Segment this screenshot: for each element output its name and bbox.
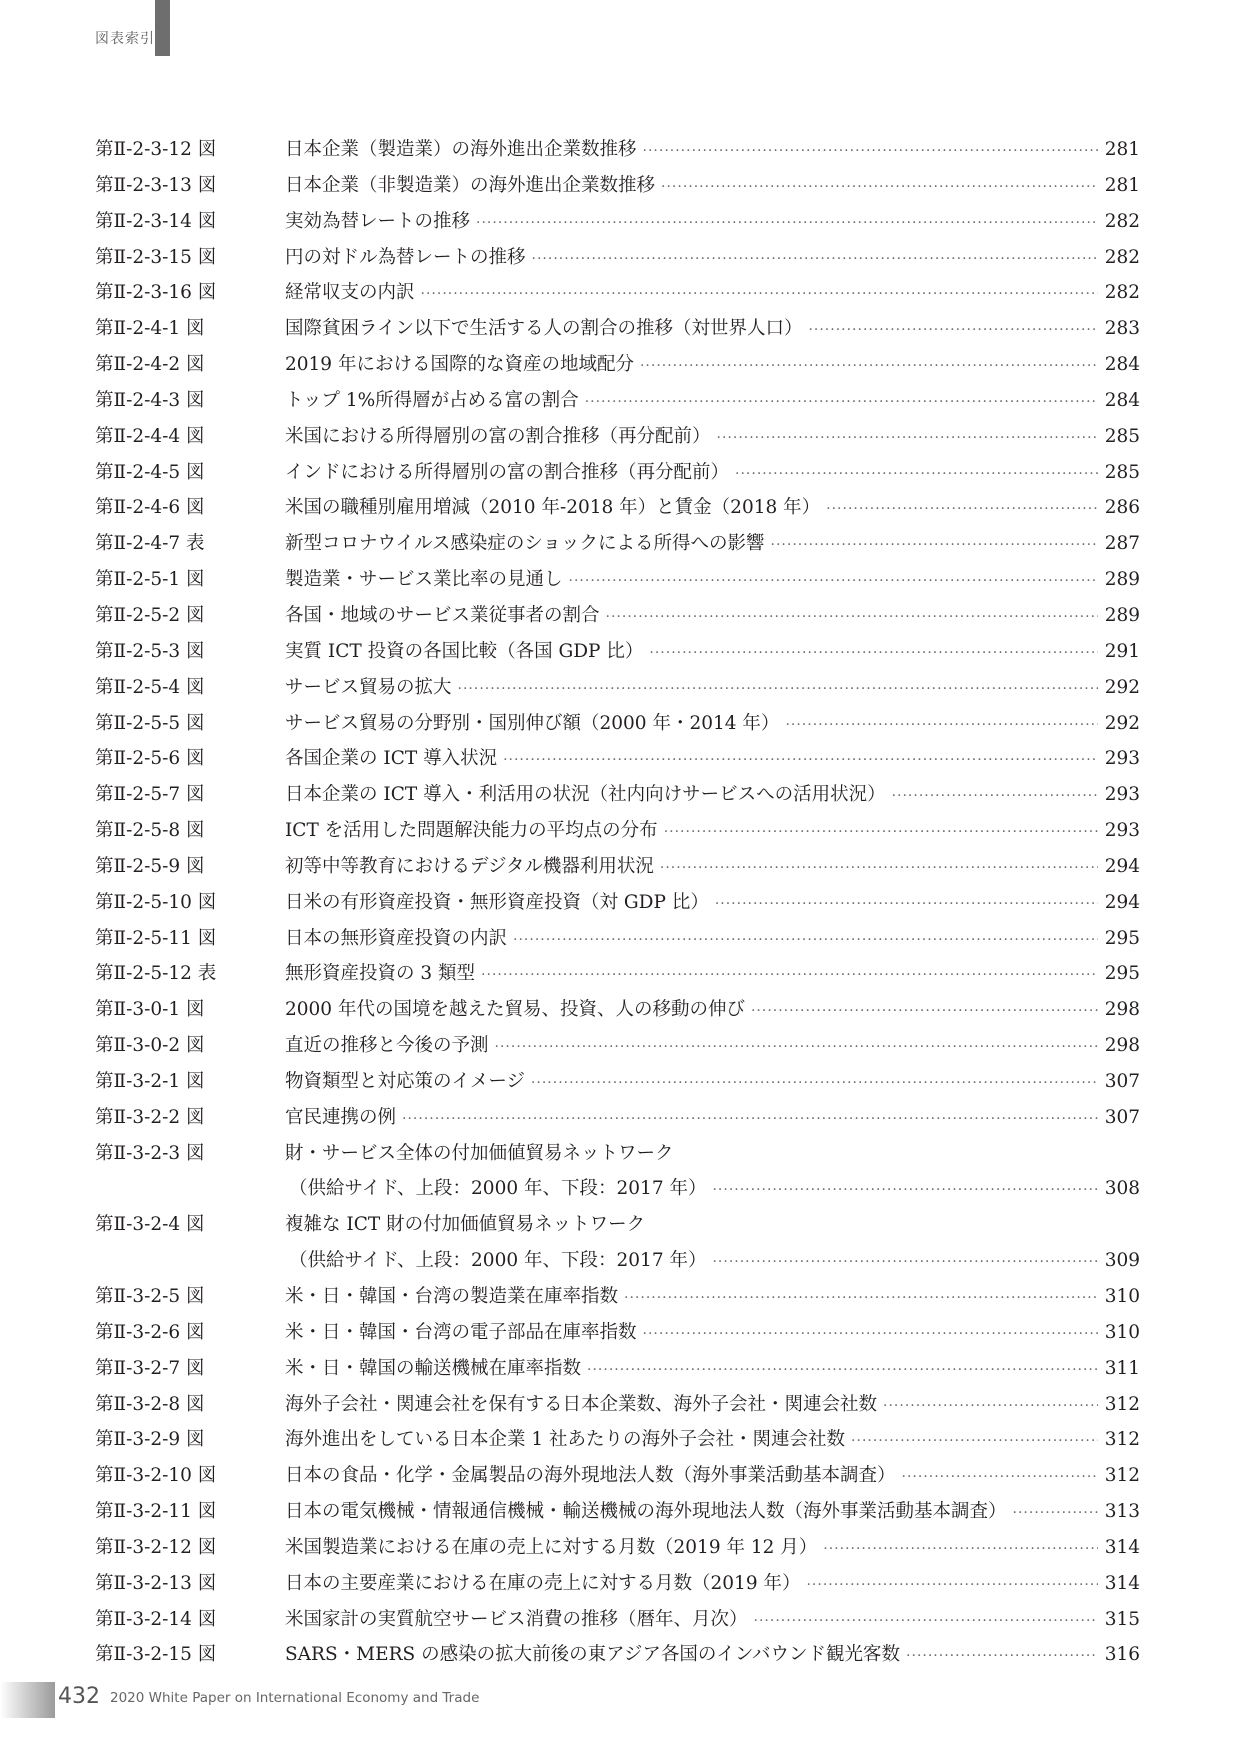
figure-title: 日米の有形資産投資・無形資産投資（対 GDP 比） [285,891,709,913]
figure-page-number: 309 [1104,1250,1140,1272]
figure-id: 第Ⅱ-3-2-8 図 [95,1393,205,1415]
figure-title: 初等中等教育におけるデジタル機器利用状況 [285,855,654,877]
figure-page-number: 285 [1104,461,1140,483]
dot-leader [495,1030,1098,1066]
figure-title: 各国企業の ICT 導入状況 [285,748,498,770]
figure-id: 第Ⅱ-2-3-12 図 [95,139,217,160]
figure-id: 第Ⅱ-2-5-8 図 [95,820,205,842]
index-entry [95,132,1140,168]
dot-leader [1013,1496,1098,1532]
index-entry [95,240,1140,276]
figure-id: 第Ⅱ-3-2-9 図 [95,1429,205,1451]
dot-leader [585,385,1098,421]
figure-page-number: 285 [1104,425,1140,447]
figure-title: 日本の電気機械・情報通信機械・輸送機械の海外現地法人数（海外事業活動基本調査） [285,1501,1007,1523]
figure-title: 米国製造業における在庫の売上に対する月数（2019 年 12 月） [285,1536,818,1558]
figure-page-number: 282 [1104,210,1140,232]
index-entry [95,956,1140,992]
index-entry [95,992,1140,1028]
figure-page-number: 287 [1104,533,1140,555]
index-entry [95,1207,1140,1243]
figure-id: 第Ⅱ-3-2-12 図 [95,1536,217,1558]
figure-page-number: 307 [1104,1070,1140,1092]
figure-title: 実効為替レートの推移 [285,210,471,232]
figure-id: 第Ⅱ-2-5-7 図 [95,784,205,806]
index-entry [95,921,1140,957]
figure-id: 第Ⅱ-2-3-14 図 [95,210,217,232]
dot-leader [808,313,1098,349]
figure-id: 第Ⅱ-2-5-11 図 [95,927,217,949]
figure-title: 日本企業の ICT 導入・利活用の状況（社内向けサービスへの活用状況） [285,784,886,806]
figure-page-number: 298 [1104,999,1140,1021]
figure-title: 海外子会社・関連会社を保有する日本企業数、海外子会社・関連会社数 [285,1393,878,1415]
index-entry [95,455,1140,491]
dot-leader [823,1532,1098,1568]
index-entry [95,204,1140,240]
figure-page-number: 293 [1104,748,1140,770]
index-entry [95,598,1140,634]
figure-title: サービス貿易の拡大 [285,676,452,698]
dot-leader [421,277,1098,313]
dot-leader [906,1639,1098,1675]
dot-leader [902,1460,1098,1496]
index-entry [95,885,1140,921]
figure-id: 第Ⅱ-2-5-2 図 [95,604,205,626]
index-entry [95,1351,1140,1387]
figure-title: 経常収支の内訳 [285,282,415,304]
figure-title: 各国・地域のサービス業従事者の割合 [285,604,600,626]
dot-leader [606,600,1098,636]
index-entry [95,1494,1140,1530]
dot-leader [481,958,1098,994]
figure-title: ICT を活用した問題解決能力の平均点の分布 [285,820,658,842]
dot-leader [643,134,1098,170]
figure-page-number: 310 [1104,1321,1140,1343]
index-entry [95,1637,1140,1673]
dot-leader [806,1568,1098,1604]
index-entry [95,311,1140,347]
dot-leader [643,1317,1098,1353]
figure-id: 第Ⅱ-3-2-10 図 [95,1465,217,1487]
dot-leader [649,636,1098,672]
figure-id: 第Ⅱ-2-5-6 図 [95,748,205,770]
figure-page-number: 315 [1104,1608,1140,1630]
index-entry [95,1602,1140,1638]
dot-leader [402,1102,1098,1138]
index-entry [95,1064,1140,1100]
figure-page-number: 298 [1104,1035,1140,1057]
figure-id: 第Ⅱ-2-4-2 図 [95,354,205,376]
dot-leader [751,994,1098,1030]
figure-title: （供給サイド、上段：2000 年、下段：2017 年） [289,1178,707,1200]
figure-id: 第Ⅱ-2-5-4 図 [95,676,205,698]
index-entry [95,670,1140,706]
dot-leader [892,779,1098,815]
dot-leader [587,1353,1098,1389]
figure-title: 日本の無形資産投資の内訳 [285,927,508,949]
figure-page-number: 284 [1104,389,1140,411]
index-entry [95,1566,1140,1602]
figure-title: 直近の推移と今後の予測 [285,1035,489,1057]
index-entry [95,1028,1140,1064]
figure-id: 第Ⅱ-2-4-5 図 [95,461,205,483]
figure-page-number: 295 [1104,963,1140,985]
figure-title: 2000 年代の国境を越えた貿易、投資、人の移動の伸び [285,999,745,1021]
figure-id: 第Ⅱ-2-5-1 図 [95,569,205,591]
index-entry [95,706,1140,742]
dot-leader [712,1245,1098,1281]
index-entry [95,1458,1140,1494]
dot-leader [785,708,1098,744]
figure-title: 米国における所得層別の富の割合推移（再分配前） [285,425,711,447]
figure-page-number: 314 [1104,1536,1140,1558]
figure-id: 第Ⅱ-3-0-2 図 [95,1035,205,1057]
figure-id: 第Ⅱ-2-4-6 図 [95,497,205,519]
header-tab-bar [155,0,170,56]
figure-id: 第Ⅱ-3-2-13 図 [95,1572,217,1594]
figure-page-number: 282 [1104,246,1140,268]
index-entry [95,634,1140,670]
dot-leader [569,564,1098,600]
index-entry [95,1422,1140,1458]
figure-page-number: 293 [1104,820,1140,842]
figure-title: 物資類型と対応策のイメージ [285,1070,525,1092]
figure-page-number: 282 [1104,282,1140,304]
figure-page-number: 293 [1104,784,1140,806]
index-entry [95,168,1140,204]
dot-leader [771,528,1098,564]
index-entry [95,777,1140,813]
figure-id: 第Ⅱ-2-4-3 図 [95,389,205,411]
dot-leader [826,492,1098,528]
index-entry [95,1315,1140,1351]
index-entry [95,526,1140,562]
figure-title: トップ 1%所得層が占める富の割合 [285,389,579,411]
dot-leader [660,851,1098,887]
figure-id: 第Ⅱ-3-2-15 図 [95,1644,217,1666]
figure-index-list [95,132,1140,1673]
figure-title: 海外進出をしている日本企業 1 社あたりの海外子会社・関連会社数 [285,1429,846,1451]
index-entry [95,1136,1140,1172]
index-entry [95,419,1140,455]
figure-page-number: 312 [1104,1393,1140,1415]
index-entry [95,562,1140,598]
figure-id: 第Ⅱ-2-3-13 図 [95,174,217,196]
figure-page-number: 312 [1104,1465,1140,1487]
figure-page-number: 308 [1104,1178,1140,1200]
index-entry [95,1243,1140,1279]
dot-leader [735,457,1098,493]
dot-leader [712,1173,1098,1209]
dot-leader [513,923,1098,959]
figure-id: 第Ⅱ-2-4-1 図 [95,318,205,340]
figure-page-number: 311 [1104,1357,1140,1379]
dot-leader [532,242,1098,278]
figure-page-number: 294 [1104,855,1140,877]
figure-title: 米国の職種別雇用増減（2010 年-2018 年）と賃金（2018 年） [285,497,821,519]
figure-id: 第Ⅱ-2-5-3 図 [95,640,205,662]
figure-id: 第Ⅱ-3-2-2 図 [95,1106,205,1128]
figure-title: 製造業・サービス業比率の見通し [285,569,563,591]
index-entry [95,1387,1140,1423]
figure-title: （供給サイド、上段：2000 年、下段：2017 年） [289,1250,707,1272]
figure-page-number: 291 [1104,640,1140,662]
figure-id: 第Ⅱ-3-2-1 図 [95,1070,205,1092]
index-entry [95,1171,1140,1207]
figure-title: 2019 年における国際的な資産の地域配分 [285,354,634,376]
figure-title: サービス貿易の分野別・国別伸び額（2000 年・2014 年） [285,712,780,734]
dot-leader [717,421,1098,457]
index-entry [95,849,1140,885]
figure-title: 実質 ICT 投資の各国比較（各国 GDP 比） [285,640,644,662]
dot-leader [624,1281,1098,1317]
figure-page-number: 310 [1104,1286,1140,1307]
figure-page-number: 313 [1104,1501,1140,1523]
figure-page-number: 284 [1104,354,1140,376]
dot-leader [458,672,1098,708]
index-entry [95,1279,1140,1315]
figure-id: 第Ⅱ-3-0-1 図 [95,999,205,1021]
figure-title: 新型コロナウイルス感染症のショックによる所得への影響 [285,533,765,555]
figure-id: 第Ⅱ-3-2-4 図 [95,1214,205,1236]
figure-page-number: 316 [1104,1644,1140,1666]
publication-title: 2020 White Paper on International Economy and Trade [110,1690,480,1706]
figure-id: 第Ⅱ-2-5-9 図 [95,855,205,877]
index-entry [95,1100,1140,1136]
figure-title: 財・サービス全体の付加価値貿易ネットワーク [285,1142,674,1164]
figure-page-number: 281 [1104,139,1140,160]
index-entry [95,347,1140,383]
figure-id: 第Ⅱ-2-4-7 表 [95,533,205,555]
dot-leader [883,1389,1098,1425]
figure-id: 第Ⅱ-3-2-5 図 [95,1286,205,1307]
footer-gradient-bar [0,1682,55,1718]
dot-leader [715,887,1098,923]
index-entry [95,741,1140,777]
figure-title: 無形資産投資の 3 類型 [285,963,476,985]
dot-leader [640,349,1098,385]
figure-id: 第Ⅱ-2-3-16 図 [95,282,217,304]
figure-page-number: 295 [1104,927,1140,949]
figure-page-number: 294 [1104,891,1140,913]
dot-leader [754,1604,1098,1640]
figure-page-number: 289 [1104,569,1140,591]
figure-title: 日本企業（製造業）の海外進出企業数推移 [285,139,637,160]
figure-id: 第Ⅱ-3-2-7 図 [95,1357,205,1379]
figure-id: 第Ⅱ-2-5-12 表 [95,963,217,985]
dot-leader [531,1066,1098,1102]
figure-page-number: 314 [1104,1572,1140,1594]
figure-title: 米・日・韓国の輸送機械在庫率指数 [285,1357,582,1379]
figure-title: SARS・MERS の感染の拡大前後の東アジア各国のインバウンド観光客数 [285,1644,901,1666]
figure-title: 米国家計の実質航空サービス消費の推移（暦年、月次） [285,1608,748,1630]
figure-page-number: 307 [1104,1106,1140,1128]
figure-title: 官民連携の例 [285,1106,397,1128]
figure-page-number: 292 [1104,712,1140,734]
figure-title: 国際貧困ライン以下で生活する人の割合の推移（対世界人口） [285,318,803,340]
index-entry [95,813,1140,849]
figure-title: 米・日・韓国・台湾の電子部品在庫率指数 [285,1321,637,1343]
figure-id: 第Ⅱ-2-5-10 図 [95,891,217,913]
figure-title: 円の対ドル為替レートの推移 [285,246,526,268]
figure-page-number: 283 [1104,318,1140,340]
figure-title: 米・日・韓国・台湾の製造業在庫率指数 [285,1286,619,1307]
figure-title: 日本の主要産業における在庫の売上に対する月数（2019 年） [285,1572,801,1594]
dot-leader [851,1424,1098,1460]
dot-leader [476,206,1098,242]
figure-id: 第Ⅱ-3-2-11 図 [95,1501,217,1523]
index-entry [95,490,1140,526]
figure-title: 日本企業（非製造業）の海外進出企業数推移 [285,174,656,196]
figure-title: インドにおける所得層別の富の割合推移（再分配前） [285,461,730,483]
dot-leader [503,743,1098,779]
figure-page-number: 286 [1104,497,1140,519]
dot-leader [664,815,1098,851]
figure-title: 日本の食品・化学・金属製品の海外現地法人数（海外事業活動基本調査） [285,1465,896,1487]
figure-id: 第Ⅱ-3-2-14 図 [95,1608,217,1630]
figure-page-number: 312 [1104,1429,1140,1451]
figure-id: 第Ⅱ-3-2-6 図 [95,1321,205,1343]
figure-id: 第Ⅱ-2-4-4 図 [95,425,205,447]
index-entry [95,275,1140,311]
section-label: 図表索引 [95,31,155,47]
dot-leader [661,170,1098,206]
figure-page-number: 281 [1104,174,1140,196]
figure-page-number: 289 [1104,604,1140,626]
page-number: 432 [58,1684,100,1709]
figure-id: 第Ⅱ-2-5-5 図 [95,712,205,734]
figure-id: 第Ⅱ-2-3-15 図 [95,246,217,268]
index-entry [95,1530,1140,1566]
figure-id: 第Ⅱ-3-2-3 図 [95,1142,205,1164]
index-entry [95,383,1140,419]
figure-title: 複雑な ICT 財の付加価値貿易ネットワーク [285,1214,646,1236]
figure-page-number: 292 [1104,676,1140,698]
